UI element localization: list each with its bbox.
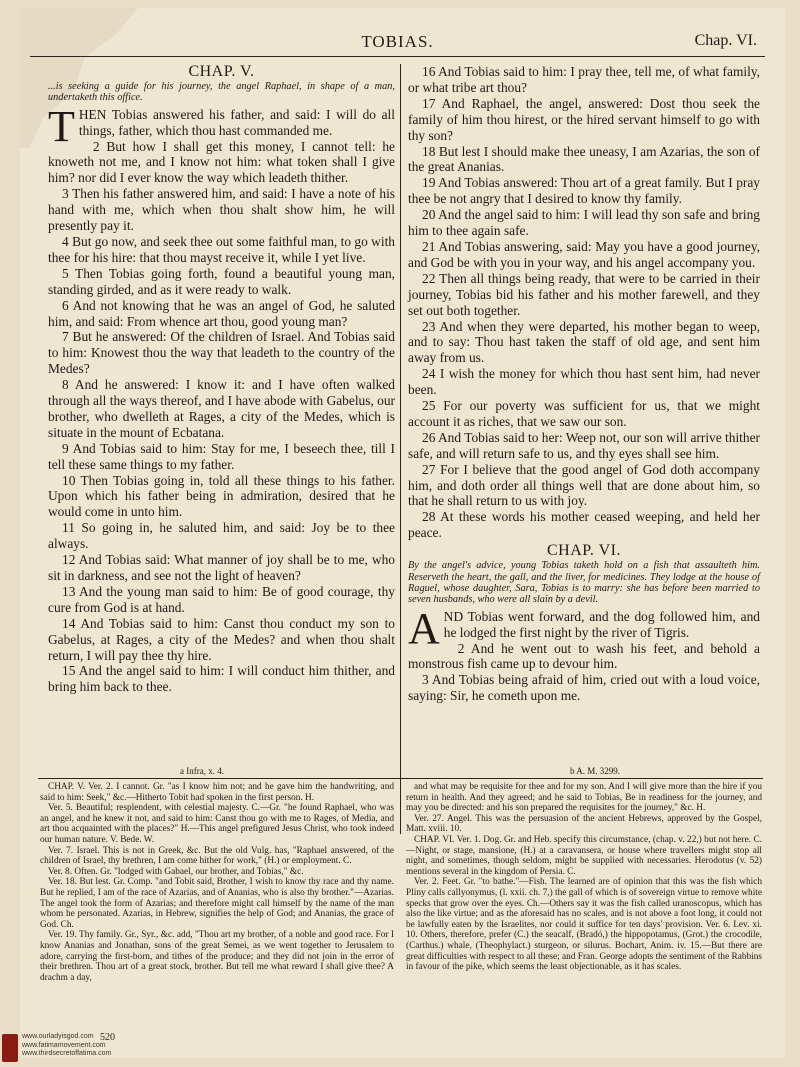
verse: 10 Then Tobias going in, told all these things to his father. Upon which his father being in admiration, desired that he would come in unto him. <box>48 472 395 520</box>
cross-emblem-icon <box>2 1034 18 1062</box>
right-column <box>408 64 760 704</box>
verse: 15 And the angel said to him: I will conduct him thither, and bring him back to thee. <box>48 663 395 695</box>
verse: 7 But he answered: Of the children of Israel. And Tobias said to him: Knowest thou the way that leadeth to the country of the Medes? <box>48 329 395 377</box>
verse: 14 And Tobias said to him: Canst thou conduct my son to Gabelus, at Rages, a city of the Medes? and when thou shalt return, I will pay thee thy hire. <box>48 615 395 663</box>
marginal-reference: a Infra, x. 4. <box>180 766 224 776</box>
verse: 27 For I believe that the good angel of God doth accompany him, and doth order all things well that are done about him, so that he shall return to us with joy. <box>408 461 760 509</box>
chapter-argument: ...is seeking a guide for his journey, the angel Raphael, in shape of a man, undertaketh this office. <box>48 80 395 104</box>
verse: 20 And the angel said to him: I will lead thy son safe and bring him to thee again safe. <box>408 207 760 239</box>
verse: 19 And Tobias answered: Thou art of a great family. But I pray thee be not angry that I desired to know thy family. <box>408 175 760 207</box>
drop-cap: T <box>48 101 75 151</box>
footnote: Ver. 2. Feet. Gr. "to bathe."—Fish. The learned are of opinion that this was the fish which Pliny calls callyonymus, (l. xxii. ch. 7,) the gall of which is of sovereign virtue to remove white specks that grow over the eyes. Ch.—Others say it was the fish called uranoscopus, which has also the like virtue; and as the aforesaid has no scales, and is not above a foot long, it could not be lawfully eaten by the Israelites, nor could it suffice for ten days' provision. Ver. 6. Lev. xi. 10. Others, therefore, prefer (C.) the seacalf, (Bradó,) the hippopotamus, (Grot.) the crocodile, (Carthus.) whale, (Theophylact.) sturgeon, or silurus. Bochart, Anim. iv. 15.—But there are great difficulties with respect to all these; and Fran. George adopts the sentiment of the Rabbins in favour of the pike, which seems the least objectionable, as it has scales. <box>406 877 762 973</box>
verse: 3 Then his father answered him, and said: I have a note of his hand with me, which when thou shalt show him, he will presently pay it. <box>48 186 395 234</box>
verse: ND Tobias went forward, and the dog followed him, and he lodged the first night by the river of Tigris. <box>443 608 760 640</box>
footnote: CHAP. VI. Ver. 1. Dog. Gr. and Heb. specify this circumstance, (chap. v. 22,) but not here. C.—Night, or stage, mansione, (H.) at a caravansera, or house where travellers might stop all night, and sometimes, though seldom, might be supplied with necessaries. Herodotus (v. 52) mentions several in the kingdom of Persia. C. <box>406 834 762 877</box>
verse: 6 And not knowing that he was an angel of God, he saluted him, and said: From whence art thou, good young man? <box>48 297 395 329</box>
verse: 25 For our poverty was sufficient for us, that we might account it as riches, that we saw our son. <box>408 398 760 429</box>
footnote: Ver. 19. Thy family. Gr., Syr., &c. add, "Thou art my brother, of a noble and good race. For I know Ananias and Jonathan, sons of the great Semei, as we went together to Jerusalem to adore, carrying the first-born, and tithes of the produce; and they did not join in the error of their brethren. Thou art of a great stock, brother. But tell me what reward I shall give thee? A drachm a day, <box>40 930 394 983</box>
footnotes-left <box>40 782 394 983</box>
verse: 12 And Tobias said: What manner of joy shall be to me, who sit in darkness, and see not the light of heaven? <box>48 552 395 583</box>
left-column <box>48 64 395 695</box>
verse: 11 So going in, he saluted him, and said: Joy be to thee always. <box>48 520 395 552</box>
footnote: and what may be requisite for thee and for my son. And I will give more than the hire if you return in health. And they agreed; and he said to Tobias, Be in readiness for the journey, and may you be directed: and his son prepared the requisites for the journey," &c. H. <box>406 782 762 814</box>
verse: 4 But go now, and seek thee out some faithful man, to go with thee for his hire: that thou mayst receive it, while I yet live. <box>48 233 395 265</box>
verse: 2 And he went out to wash his feet, and behold a monstrous fish came up to devour him. <box>408 640 760 672</box>
verse: 2 But how I shall get this money, I cannot tell: he knoweth not me, and I know not him: what token shall I give him? nor did I ever know the way which leadeth thither. <box>48 138 395 186</box>
verse: 21 And Tobias answering, said: May you have a good journey, and God be with you in your way, and his angel accompany you. <box>408 238 760 270</box>
verse: 8 And he answered: I know it: and I have often walked through all the ways thereof, and I have abode with Gabelus, our brother, who dwelleth at Rages, a city of the Medes, which is situate in the mount of Ecbatana. <box>48 377 395 440</box>
verse: 18 But lest I should make thee uneasy, I am Azarias, the son of the great Ananias. <box>408 143 760 175</box>
footnote: CHAP. V. Ver. 2. I cannot. Gr. "as I know him not; and he gave him the handwriting, and said to him: Seek," &c.—Hitherto Tobit had spoken in the first person. H. <box>40 782 394 803</box>
verse: 17 And Raphael, the angel, answered: Dost thou seek the family of him thou hirest, or the hired servant himself to go with thy son? <box>408 95 760 143</box>
verse: 16 And Tobias said to him: I pray thee, tell me, of what family, or what tribe art thou? <box>408 64 760 95</box>
verse: 23 And when they were departed, his mother began to weep, and to say: Thou hast taken the staff of old age, and sent him away from us. <box>408 318 760 366</box>
verse: 3 And Tobias being afraid of him, cried out with a loud voice, saying: Sir, he cometh upon me. <box>408 672 760 704</box>
running-title: TOBIAS. <box>361 32 434 51</box>
verse: HEN Tobias answered his father, and said: I will do all things, father, which thou hast commanded me. <box>78 106 395 138</box>
footer-link[interactable]: www.thirdsecretoffatima.com <box>22 1050 112 1057</box>
page-number: 520 <box>100 1032 115 1043</box>
verse: 22 Then all things being ready, that were to be carried in their journey, Tobias bid his father and his mother farewell, and they set out both together. <box>408 270 760 318</box>
running-header <box>30 30 765 57</box>
chapter-argument: By the angel's advice, young Tobias taketh hold on a fish that assaulteth him. Reserveth the heart, the gall, and the liver, for medicines. They lodge at the house of Raguel, whose daughter, Sara, Tobias is to marry: she has before been married to seven husbands, who were all slain by a devil. <box>408 560 760 606</box>
drop-cap: A <box>408 603 440 653</box>
verse: 24 I wish the money for which thou hast sent him, had never been. <box>408 366 760 398</box>
footnotes-right <box>406 782 762 973</box>
marginal-reference: b A. M. 3299. <box>570 766 621 776</box>
verse: 13 And the young man said to him: Be of good courage, thy cure from God is at hand. <box>48 583 395 615</box>
footnote: Ver. 18. But lest. Gr. Comp. "and Tobit said, Brother, I wish to know thy race and thy name. But he replied, I am of the race of Azarias, and of Ananias, who is also thy brother."—Azarias. The angel took the form of Azarias; and therefore might call himself by the name of the man whom he personated. Azarias, in Hebrew, signifies the help of God; and Ananias, the grace of God. Ch. <box>40 877 394 930</box>
footer-link[interactable]: www.fatimamovement.com <box>22 1041 106 1049</box>
footnote: Ver. 27. Angel. This was the persuasion of the ancient Hebrews, approved by the Gospel, Matt. xviii. 10. <box>406 813 762 835</box>
running-chapter: Chap. VI. <box>694 32 757 49</box>
verse: 26 And Tobias said to her: Weep not, our son will arrive thither safe, and will return safe to us, and thy eyes shall see him. <box>408 429 760 461</box>
verse: 28 At these words his mother ceased weeping, and held her peace. <box>408 509 760 541</box>
column-divider <box>400 64 401 834</box>
footer-links <box>22 1033 111 1059</box>
verse: 9 And Tobias said to him: Stay for me, I beseech thee, till I tell these same things to my father. <box>48 440 395 472</box>
footnote: Ver. 5. Beautiful; resplendent, with celestial majesty. C.—Gr. "he found Raphael, who was an angel, and he knew it not, and said to him: Canst thou go with me to Rages, of Media, and art thou acquainted with the places?" H.—This angel prefigured Jesus Christ, who took indeed our human nature. V. Bede. W. <box>40 803 394 845</box>
footnote: Ver. 8. Often. Gr. "lodged with Gabael, our brother, and Tobias," &c. <box>48 866 304 877</box>
footer-link[interactable]: www.ourladyisgod.com <box>22 1033 94 1040</box>
footnote-rule <box>38 778 763 779</box>
chapter-heading: CHAP. VI. <box>547 542 621 560</box>
chapter-heading: CHAP. V. <box>188 63 255 80</box>
verse: 5 Then Tobias going forth, found a beautiful young man, standing girded, and as it were ready to walk. <box>48 265 395 297</box>
footnote: Ver. 7. Israel. This is not in Greek, &c. But the old Vulg. has, "Raphael answered, of the children of Israel, thy brethren, I am come hither for work," (H.) or employment. C. <box>40 845 394 867</box>
